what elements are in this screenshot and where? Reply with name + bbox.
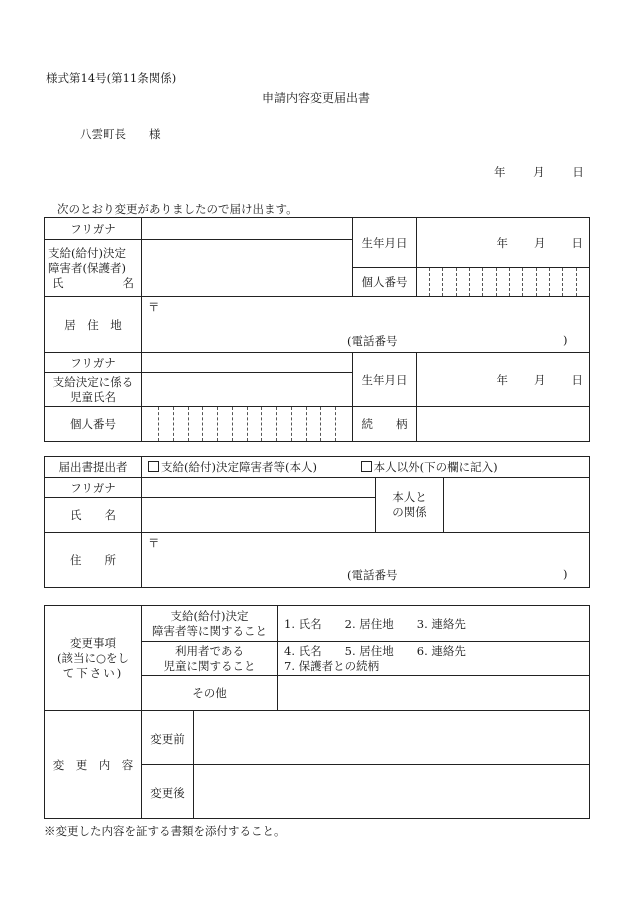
option-self-label: 支給(給付)決定障害者等(本人)	[161, 460, 317, 474]
birth-year: 年	[496, 235, 508, 250]
submitter-name-label: 氏 名	[45, 498, 142, 533]
before-field[interactable]	[194, 711, 590, 765]
child-furigana-field[interactable]	[142, 353, 353, 373]
group1-options[interactable]: 1. 氏名 2. 居住地 3. 連絡先	[278, 606, 590, 642]
other-field[interactable]	[278, 676, 590, 711]
footer-note: ※変更した内容を証する書類を添付すること。	[44, 824, 286, 838]
after-field[interactable]	[194, 765, 590, 819]
recipient-name-line2: 障害者(保護者)	[48, 260, 126, 275]
child-name-line2: 児童氏名	[70, 389, 116, 404]
group2-options[interactable]	[278, 642, 590, 676]
relation-line2: の関係	[392, 505, 427, 519]
date-day: 日	[572, 165, 584, 179]
group1-line1: 支給(給付)決定	[170, 608, 249, 623]
relationship-label: 続 柄	[353, 407, 417, 442]
child-personal-number-field[interactable]	[142, 407, 353, 442]
furigana-label: フリガナ	[45, 218, 142, 240]
before-label: 変更前	[142, 711, 194, 765]
recipient-name-line3b: 名	[122, 275, 134, 290]
submitter-address-label: 住 所	[45, 533, 142, 588]
postal-mark: 〒	[148, 300, 160, 314]
child-birth-year: 年	[496, 372, 508, 387]
child-furigana-label: フリガナ	[45, 353, 142, 373]
recipient-name-line1: 支給(給付)決定	[48, 245, 126, 260]
personal-number-label: 個人番号	[353, 268, 417, 297]
birthdate-field[interactable]	[417, 218, 590, 268]
submission-date	[494, 164, 584, 180]
group2-options-line2: 7. 保護者との続柄	[284, 658, 380, 673]
page-title: 申請内容変更届出書	[262, 91, 371, 105]
submitter-label: 届出書提出者	[45, 457, 142, 478]
child-birthdate-field[interactable]	[417, 353, 590, 407]
address-field[interactable]	[142, 297, 590, 353]
change-items-line1: 変更事項	[70, 635, 116, 650]
submitter-address-field[interactable]	[142, 533, 590, 588]
recipient-name-field[interactable]	[142, 240, 353, 297]
change-content-label: 変 更 内 容	[45, 711, 142, 819]
phone-close: )	[563, 567, 568, 581]
phone-open: (電話番号	[347, 568, 398, 582]
child-personal-number-label: 個人番号	[45, 407, 142, 442]
checkbox-icon[interactable]	[148, 461, 159, 472]
relationship-field[interactable]	[417, 407, 590, 442]
change-items-label	[45, 606, 142, 711]
address-label: 居 住 地	[45, 297, 142, 353]
change-items-line3: て下さい)	[62, 665, 124, 680]
postal-mark: 〒	[148, 536, 160, 550]
after-label: 変更後	[142, 765, 194, 819]
date-month: 月	[533, 165, 545, 179]
applicant-table	[44, 217, 590, 442]
birth-day: 日	[571, 235, 583, 250]
submitter-name-field[interactable]	[142, 498, 376, 533]
submitter-options	[142, 457, 590, 478]
option-self[interactable]	[148, 460, 317, 474]
personal-number-field[interactable]	[417, 268, 590, 297]
birth-month: 月	[534, 235, 546, 250]
option-other[interactable]	[361, 460, 498, 474]
change-items-line2: (該当に○をし	[56, 650, 130, 665]
submitter-furigana-label: フリガナ	[45, 478, 142, 498]
phone-open: (電話番号	[347, 334, 398, 348]
child-birthdate-label: 生年月日	[353, 353, 417, 407]
phone-close: )	[563, 333, 568, 347]
group2-line1: 利用者である	[175, 643, 244, 658]
furigana-field[interactable]	[142, 218, 353, 240]
relation-field[interactable]	[444, 478, 590, 533]
group1-line2: 障害者等に関すること	[152, 623, 267, 638]
recipient-name-label	[45, 240, 142, 297]
group2-options-line1: 4. 氏名 5. 居住地 6. 連絡先	[284, 643, 466, 658]
birthdate-label: 生年月日	[353, 218, 417, 268]
relation-line1: 本人と	[392, 490, 427, 504]
child-name-field[interactable]	[142, 373, 353, 407]
group2-line2: 児童に関すること	[163, 658, 256, 673]
child-name-line1: 支給決定に係る	[52, 374, 134, 389]
form-number: 様式第14号(第11条関係)	[46, 71, 177, 85]
group1-label	[142, 606, 278, 642]
checkbox-icon[interactable]	[361, 461, 372, 472]
child-name-label	[45, 373, 142, 407]
submitter-furigana-field[interactable]	[142, 478, 376, 498]
child-birth-day: 日	[571, 372, 583, 387]
date-year: 年	[494, 165, 506, 179]
other-label: その他	[142, 676, 278, 711]
child-birth-month: 月	[534, 372, 546, 387]
intro-text: 次のとおり変更がありましたので届け出ます。	[57, 202, 298, 216]
option-other-label: 本人以外(下の欄に記入)	[373, 460, 498, 474]
change-table	[44, 605, 590, 819]
addressee: 八雲町長 様	[80, 127, 161, 141]
recipient-name-line3a: 氏	[52, 275, 64, 290]
group2-label	[142, 642, 278, 676]
relation-label	[376, 478, 444, 533]
submitter-table	[44, 456, 590, 588]
